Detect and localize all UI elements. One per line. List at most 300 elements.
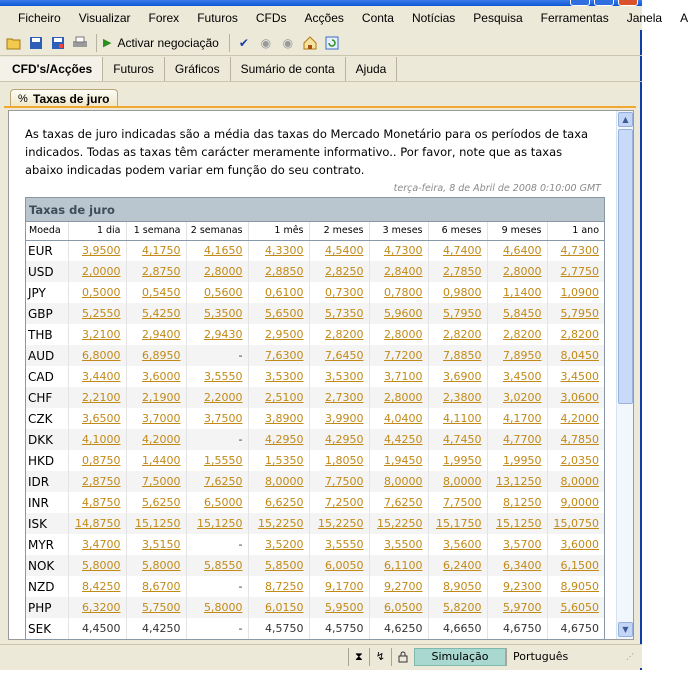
rate-cell [547,324,604,345]
menu-item[interactable]: CFDs [255,11,287,25]
table-row [26,429,604,450]
rate-link[interactable]: 5,2550 [82,307,121,320]
rate-link[interactable]: 1,9950 [503,454,542,467]
rate-cell [68,429,126,450]
rate-link[interactable]: 2,2100 [82,391,121,404]
intro-text: As taxas de juro indicadas são a média das taxas do Mercado Monetário para os períodos de taxa indicados. Todas as taxas têm carácter meramente informativo.. Por favor, note que as taxas abaixo indicadas podem variar em função do seu contrato. [25,127,589,177]
table-row [26,366,604,387]
rate-link[interactable]: 6,0150 [265,601,304,614]
content-frame [0,82,640,642]
menu-item[interactable]: Futuros [197,11,238,25]
rate-cell [248,303,309,324]
rate-cell [248,324,309,345]
rate-link[interactable]: 5,7950 [443,307,482,320]
rate-link[interactable]: 5,8550 [204,559,243,572]
rate-link[interactable]: 15,2250 [258,517,304,530]
rate-cell [547,387,604,408]
rate-link[interactable]: 5,7500 [142,601,181,614]
rate-link[interactable]: 8,0000 [384,475,423,488]
menu-item[interactable]: Conta [361,11,394,25]
rate-link[interactable]: 3,5550 [204,370,243,383]
rate-link[interactable]: 2,7850 [443,265,482,278]
rate-link[interactable]: 3,6000 [560,538,599,551]
table-row [26,555,604,576]
rate-link[interactable]: 4,2000 [142,433,181,446]
tab-underline [4,106,636,108]
rate-cell [248,450,309,471]
save-icon[interactable] [28,35,44,51]
rate-cell [547,492,604,513]
rate-link[interactable]: 7,8950 [503,349,542,362]
open-folder-icon[interactable] [6,35,22,51]
currency-code: GBP [26,303,68,324]
rates-table [26,222,604,639]
rate-cell [369,597,428,618]
currency-code: CHF [26,387,68,408]
rate-link[interactable]: 2,8750 [142,265,181,278]
rate-link[interactable]: 1,5550 [204,454,243,467]
menu-bar [0,6,689,30]
rate-link[interactable]: 7,5000 [142,475,181,488]
rate-link[interactable]: 2,1900 [142,391,181,404]
rate-cell [186,366,248,387]
menu-item[interactable]: Visualizar [78,11,131,25]
currency-code: IDR [26,471,68,492]
rate-link[interactable]: 3,4500 [560,370,599,383]
rate-link[interactable]: 6,5000 [204,496,243,509]
rate-link[interactable]: 6,3200 [82,601,121,614]
rate-link[interactable]: 4,2950 [325,433,364,446]
rate-cell [487,513,547,534]
rate-link[interactable]: 4,4250 [384,433,423,446]
column-header: 1 mês [248,222,309,240]
menu-item[interactable]: Acções [304,11,344,25]
rate-link[interactable]: 4,7850 [560,433,599,446]
rate-cell [369,282,428,303]
rate-link[interactable]: 2,0350 [560,454,599,467]
rate-link[interactable]: 3,4500 [503,370,542,383]
rate-cell [68,324,126,345]
rate-cell [309,261,369,282]
rate-link[interactable]: 6,3400 [503,559,542,572]
rate-cell [309,282,369,303]
rate-link[interactable]: 7,7500 [443,496,482,509]
rate-link[interactable]: 3,4700 [82,538,121,551]
rate-link[interactable]: 13,1250 [496,475,542,488]
rate-link[interactable]: 3,5500 [384,538,423,551]
rate-link[interactable]: 3,5150 [142,538,181,551]
rate-link[interactable]: 7,7500 [325,475,364,488]
rate-link[interactable]: 3,5300 [265,370,304,383]
rate-cell [487,597,547,618]
rate-link[interactable]: 5,9700 [503,601,542,614]
currency-code: USD [26,261,68,282]
rate-cell [369,324,428,345]
rate-link[interactable]: 6,0050 [325,559,364,572]
rate-cell [186,513,248,534]
rate-link[interactable]: 7,6250 [384,496,423,509]
nav-tab[interactable]: Ajuda [346,57,398,81]
back-arrow-icon[interactable]: ◉ [260,35,272,50]
rate-link[interactable]: 3,8900 [265,412,304,425]
rate-link[interactable]: 4,5400 [325,244,364,258]
rate-link[interactable]: 7,6300 [265,349,304,362]
rate-link[interactable]: 5,8000 [142,559,181,572]
rate-cell [487,240,547,261]
rate-cell [248,408,309,429]
menu-item[interactable]: Pesquisa [473,11,523,25]
rate-link[interactable]: 7,7200 [384,349,423,362]
rate-link[interactable]: 8,4250 [82,580,121,593]
rate-link[interactable]: 0,9800 [443,286,482,299]
rate-link[interactable]: 8,9050 [560,580,599,593]
rate-link[interactable]: 9,1700 [325,580,364,593]
rate-link[interactable]: 1,4400 [142,454,181,467]
rate-link[interactable]: 5,8450 [503,307,542,320]
rate-link[interactable]: 4,1750 [142,244,181,258]
currency-code: NZD [28,579,55,594]
column-header: 2 semanas [186,222,248,240]
rate-link[interactable]: 4,1700 [503,412,542,425]
rate-link[interactable]: 2,8200 [503,328,542,341]
rate-cell [428,534,487,555]
menu-item[interactable]: Ficheiro [18,11,61,25]
rate-link[interactable]: 1,0900 [560,286,599,299]
rate-link[interactable]: 3,9900 [325,412,364,425]
rate-cell [248,597,309,618]
table-row [26,345,604,366]
rate-cell [68,408,126,429]
rate-link[interactable]: 8,0000 [560,475,599,488]
rate-link[interactable]: 3,5200 [265,538,304,551]
rate-value: 4,6650 [428,618,487,639]
rate-link[interactable]: 7,6450 [325,349,364,362]
rate-cell [428,513,487,534]
rate-link[interactable]: 15,2250 [377,517,423,530]
simulation-mode-indicator: Simulação [414,648,506,666]
rate-cell [428,471,487,492]
rate-link[interactable]: 1,1400 [503,286,542,299]
rate-link[interactable]: 8,0000 [443,475,482,488]
scroll-up-icon[interactable]: ▲ [618,112,633,127]
rate-link[interactable]: 2,5100 [265,391,304,404]
rate-link[interactable]: 6,1500 [560,559,599,572]
rate-link[interactable]: 2,8000 [384,391,423,404]
rate-cell [126,450,186,471]
home-icon[interactable] [302,35,318,51]
rate-link[interactable]: 3,6500 [82,412,121,425]
rate-link[interactable]: 3,5550 [325,538,364,551]
rate-link[interactable]: 5,8000 [204,601,243,614]
rate-cell [68,240,126,261]
rate-value: - [186,576,248,597]
rate-link[interactable]: 2,8200 [560,328,599,341]
rate-cell [126,471,186,492]
save-as-icon[interactable] [50,35,66,51]
rate-cell [369,408,428,429]
rate-link[interactable]: 0,7800 [384,286,423,299]
rate-cell [186,303,248,324]
column-header: 2 meses [309,222,369,240]
menu-item[interactable]: Ferramentas [540,11,609,25]
rate-link[interactable]: 5,7950 [560,307,599,320]
rate-link[interactable]: 15,0750 [553,517,599,530]
rate-link[interactable]: 2,8000 [384,328,423,341]
rate-link[interactable]: 4,3300 [265,244,304,258]
rate-link[interactable]: 0,8750 [82,454,121,467]
language-indicator: Português [506,648,626,666]
forward-arrow-icon[interactable]: ◉ [282,35,294,50]
rate-cell [126,555,186,576]
rate-cell [126,303,186,324]
resize-grip-icon[interactable]: ⋰ [626,651,634,661]
rate-cell [428,408,487,429]
rate-link[interactable]: 4,1100 [443,412,482,425]
currency-code: CZK [28,411,53,426]
rate-cell [309,324,369,345]
rate-link[interactable]: 3,5300 [325,370,364,383]
menu-item[interactable]: A [680,11,689,25]
rate-link[interactable]: 2,8200 [325,328,364,341]
rate-link[interactable]: 2,7300 [325,391,364,404]
rate-cell [369,492,428,513]
rate-link[interactable]: 4,7300 [384,244,423,258]
rate-cell [428,303,487,324]
rate-cell [547,303,604,324]
column-header: Moeda [26,222,68,240]
rate-cell [309,240,369,261]
rate-link[interactable]: 3,0600 [560,391,599,404]
rate-link[interactable]: 5,6050 [560,601,599,614]
rate-link[interactable]: 9,0000 [560,496,599,509]
rate-link[interactable]: 2,9430 [204,328,243,341]
rate-cell [68,576,126,597]
column-header: 3 meses [369,222,428,240]
rate-link[interactable]: 15,2250 [318,517,364,530]
rate-link[interactable]: 3,4400 [82,370,121,383]
currency-code: MYR [28,537,55,552]
rate-link[interactable]: 2,3800 [443,391,482,404]
rate-link[interactable]: 2,7750 [560,265,599,278]
rate-cell [126,387,186,408]
rate-link[interactable]: 2,8400 [384,265,423,278]
tab-interest-rates-label: Taxas de juro [33,91,110,106]
rate-link[interactable]: 14,8750 [75,517,121,530]
rate-cell [428,450,487,471]
rate-link[interactable]: 8,6700 [142,580,181,593]
rate-link[interactable]: 4,7700 [503,433,542,446]
rate-cell [126,534,186,555]
rate-link[interactable]: 4,1650 [204,244,243,258]
rate-link[interactable]: 0,5600 [204,286,243,299]
rate-link[interactable]: 0,5450 [142,286,181,299]
rate-link[interactable]: 6,8000 [82,349,121,362]
rate-link[interactable]: 4,0400 [384,412,423,425]
rate-link[interactable]: 3,5600 [443,538,482,551]
rate-link[interactable]: 5,6500 [265,307,304,320]
rate-cell [126,429,186,450]
status-bar [0,644,642,668]
rate-link[interactable]: 4,1000 [82,433,121,446]
rate-link[interactable]: 15,1750 [436,517,482,530]
rate-cell [248,534,309,555]
rate-link[interactable]: 5,8500 [265,559,304,572]
rate-link[interactable]: 3,5700 [503,538,542,551]
rate-link[interactable]: 15,1250 [135,517,181,530]
rate-cell [186,282,248,303]
rate-cell [369,450,428,471]
rate-cell [547,471,604,492]
rate-link[interactable]: 8,1250 [503,496,542,509]
rate-link[interactable]: 3,6000 [142,370,181,383]
rate-link[interactable]: 2,8000 [204,265,243,278]
rate-link[interactable]: 4,7300 [560,244,599,258]
rate-link[interactable]: 3,7100 [384,370,423,383]
print-icon[interactable] [72,35,88,51]
rate-link[interactable]: 5,3500 [204,307,243,320]
rate-link[interactable]: 8,0450 [560,349,599,362]
nav-tab[interactable]: Gráficos [165,57,231,81]
rate-link[interactable]: 15,1250 [197,517,243,530]
rate-cell [309,492,369,513]
rate-link[interactable]: 4,6400 [503,244,542,258]
rate-link[interactable]: 2,2000 [204,391,243,404]
rate-value: 4,4500 [68,618,126,639]
nav-tab[interactable]: Futuros [103,57,165,81]
table-row [26,597,604,618]
rate-cell [68,597,126,618]
rate-link[interactable]: 2,8200 [443,328,482,341]
rate-link[interactable]: 0,5000 [82,286,121,299]
rate-cell [428,429,487,450]
rate-cell [68,345,126,366]
rate-link[interactable]: 7,6250 [204,475,243,488]
rate-link[interactable]: 6,6250 [265,496,304,509]
rate-link[interactable]: 1,9450 [384,454,423,467]
menu-item[interactable]: Janela [626,11,663,25]
vertical-scrollbar[interactable] [616,111,633,639]
currency-code: EUR [28,243,53,258]
rate-value: 4,6750 [547,618,604,639]
rate-link[interactable]: 7,8850 [443,349,482,362]
rate-cell [309,345,369,366]
currency-code: JPY [28,285,46,300]
rate-link[interactable]: 8,9050 [443,580,482,593]
rate-cell [186,555,248,576]
rate-link[interactable]: 5,8200 [443,601,482,614]
rate-link[interactable]: 1,5350 [265,454,304,467]
table-header-row [26,222,604,240]
rate-link[interactable]: 0,7300 [325,286,364,299]
rate-link[interactable]: 2,0000 [82,265,121,278]
rate-cell [547,555,604,576]
rate-link[interactable]: 9,2300 [503,580,542,593]
rate-link[interactable]: 3,0200 [503,391,542,404]
rate-link[interactable]: 5,9500 [325,601,364,614]
rate-link[interactable]: 2,8750 [82,475,121,488]
rate-cell [126,408,186,429]
hourglass-icon: ⧗ [348,648,369,666]
rate-link[interactable]: 5,6250 [142,496,181,509]
rate-link[interactable]: 6,8950 [142,349,181,362]
rate-link[interactable]: 5,7350 [325,307,364,320]
rate-cell [248,513,309,534]
menu-item[interactable]: Forex [148,11,180,25]
tab-interest-rates[interactable] [10,89,118,107]
table-row [26,282,604,303]
checkmark-icon[interactable]: ✔ [238,35,249,50]
rate-cell [428,366,487,387]
rate-cell [68,513,126,534]
nav-tab[interactable]: Sumário de conta [231,57,346,81]
rate-link[interactable]: 4,7400 [443,244,482,258]
scroll-down-icon[interactable]: ▼ [618,622,633,637]
rate-cell [487,492,547,513]
rate-cell [309,303,369,324]
rate-link[interactable]: 2,8250 [325,265,364,278]
rate-link[interactable]: 5,9600 [384,307,423,320]
rate-link[interactable]: 3,7500 [204,412,243,425]
rate-link[interactable]: 2,8850 [265,265,304,278]
rate-link[interactable]: 4,8750 [82,496,121,509]
rate-value: - [186,345,248,366]
rate-link[interactable]: 4,2950 [265,433,304,446]
rate-link[interactable]: 7,2500 [325,496,364,509]
rate-link[interactable]: 2,9500 [265,328,304,341]
rate-link[interactable]: 3,7000 [142,412,181,425]
rate-link[interactable]: 2,9400 [142,328,181,341]
rate-link[interactable]: 1,8050 [325,454,364,467]
rate-link[interactable]: 5,4250 [142,307,181,320]
rate-link[interactable]: 3,2100 [82,328,121,341]
rate-link[interactable]: 3,6900 [443,370,482,383]
rates-table-container [25,197,605,640]
table-row [26,513,604,534]
rate-cell [248,492,309,513]
rate-cell [126,366,186,387]
rate-link[interactable]: 6,1100 [384,559,423,572]
nav-tab[interactable]: CFD's/Acções [0,57,103,81]
rate-link[interactable]: 15,1250 [496,517,542,530]
toolbar-separator [96,34,97,52]
rate-link[interactable]: 4,2000 [560,412,599,425]
rate-cell [428,261,487,282]
rate-link[interactable]: 8,7250 [265,580,304,593]
rate-link[interactable]: 3,9500 [82,244,121,258]
rate-cell [68,471,126,492]
rate-link[interactable]: 6,2400 [443,559,482,572]
rate-link[interactable]: 6,0500 [384,601,423,614]
rate-link[interactable]: 9,2700 [384,580,423,593]
rate-link[interactable]: 4,7450 [443,433,482,446]
rate-value: - [186,618,248,639]
rate-link[interactable]: 1,9950 [443,454,482,467]
rate-value: 4,5750 [248,618,309,639]
activate-trading-button[interactable] [103,36,219,50]
refresh-icon[interactable] [324,35,340,51]
rate-cell [309,576,369,597]
rate-cell [547,450,604,471]
rate-cell [547,534,604,555]
rate-cell [186,261,248,282]
rate-link[interactable]: 5,8000 [82,559,121,572]
scroll-thumb[interactable] [618,129,633,404]
rate-link[interactable]: 8,0000 [265,475,304,488]
rate-cell [126,240,186,261]
rate-link[interactable]: 2,8000 [503,265,542,278]
menu-item[interactable]: Notícias [411,11,456,25]
rate-link[interactable]: 0,6100 [265,286,304,299]
